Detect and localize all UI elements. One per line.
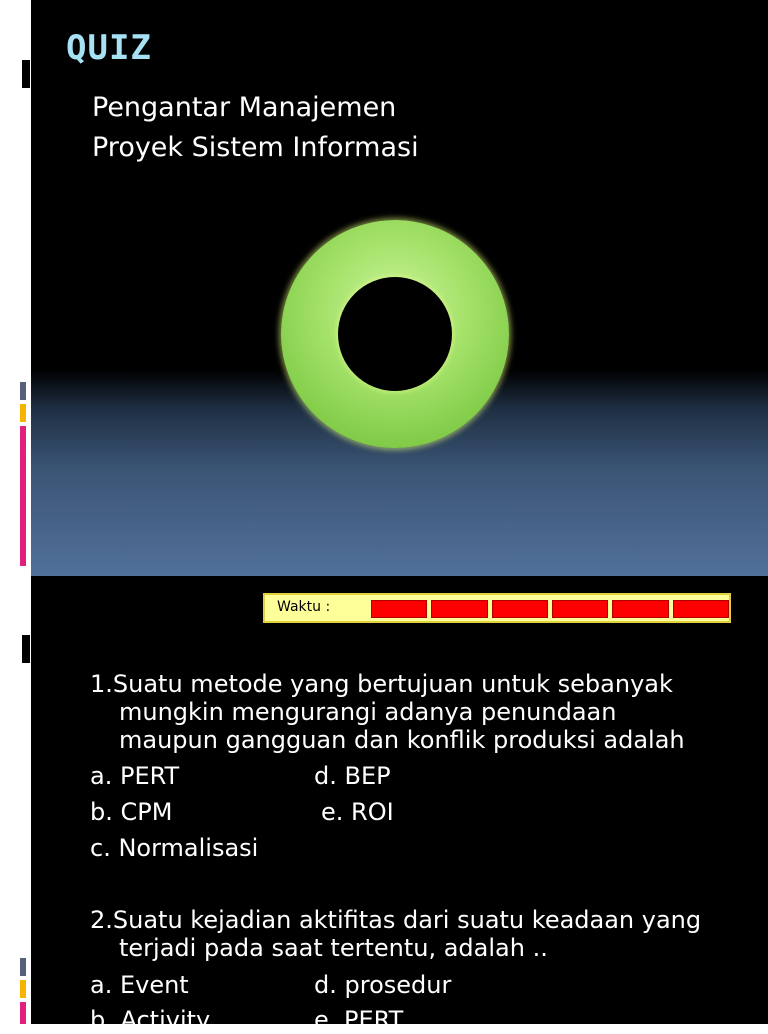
accent-bar-yellow bbox=[20, 980, 26, 998]
accent-bar-gray bbox=[20, 382, 26, 400]
answer-option[interactable]: c. Normalisasi bbox=[90, 834, 259, 862]
question-text: 1.Suatu metode yang bertujuan untuk sebanyak bbox=[90, 670, 673, 698]
question-text: maupun gangguan dan konflik produksi adalah bbox=[119, 726, 685, 754]
accent-bar-pink bbox=[20, 426, 26, 566]
ring-graphic bbox=[281, 220, 509, 448]
timer-segment bbox=[431, 600, 487, 618]
subtitle-line: Pengantar Manajemen bbox=[92, 92, 397, 123]
slide-subtitle bbox=[92, 88, 419, 168]
ring-hole bbox=[338, 277, 452, 391]
accent-bar-gray bbox=[20, 958, 26, 976]
question-text: 2.Suatu kejadian aktifitas dari suatu keadaan yang bbox=[90, 906, 702, 934]
left-margin bbox=[0, 0, 31, 1024]
question-number: 2. bbox=[90, 906, 113, 934]
subtitle-line: Proyek Sistem Informasi bbox=[92, 132, 419, 163]
accent-bar-yellow bbox=[20, 404, 26, 422]
timer-segment bbox=[492, 600, 548, 618]
answer-option[interactable]: e. PERT bbox=[314, 1006, 404, 1034]
answer-option[interactable]: a. Event bbox=[90, 971, 189, 999]
accent-bar-pink bbox=[20, 1002, 26, 1024]
answer-option[interactable]: d. prosedur bbox=[314, 971, 452, 999]
question-1 bbox=[90, 670, 685, 754]
question-text: terjadi pada saat tertentu, adalah .. bbox=[119, 934, 548, 962]
timer-segment bbox=[371, 600, 427, 618]
slide-marker bbox=[20, 60, 30, 88]
timer-segment bbox=[612, 600, 668, 618]
timer-track bbox=[371, 600, 729, 618]
question-slide bbox=[31, 576, 768, 1034]
answer-option[interactable]: d. BEP bbox=[314, 762, 391, 790]
question-text: mungkin mengurangi adanya penundaan bbox=[119, 698, 617, 726]
question-2 bbox=[90, 906, 701, 962]
answer-option[interactable]: b. CPM bbox=[90, 798, 173, 826]
timer-label: Waktu : bbox=[277, 599, 331, 615]
answer-option[interactable]: a. PERT bbox=[90, 762, 180, 790]
timer-bar bbox=[263, 593, 731, 623]
slide-marker bbox=[20, 635, 30, 663]
title-slide bbox=[31, 0, 768, 576]
slide-title: QUIZ bbox=[66, 28, 152, 68]
answer-option[interactable]: b. Activity bbox=[90, 1006, 211, 1034]
question-number: 1. bbox=[90, 670, 113, 698]
answer-option[interactable]: e. ROI bbox=[321, 798, 394, 826]
timer-segment bbox=[673, 600, 729, 618]
timer-segment bbox=[552, 600, 608, 618]
